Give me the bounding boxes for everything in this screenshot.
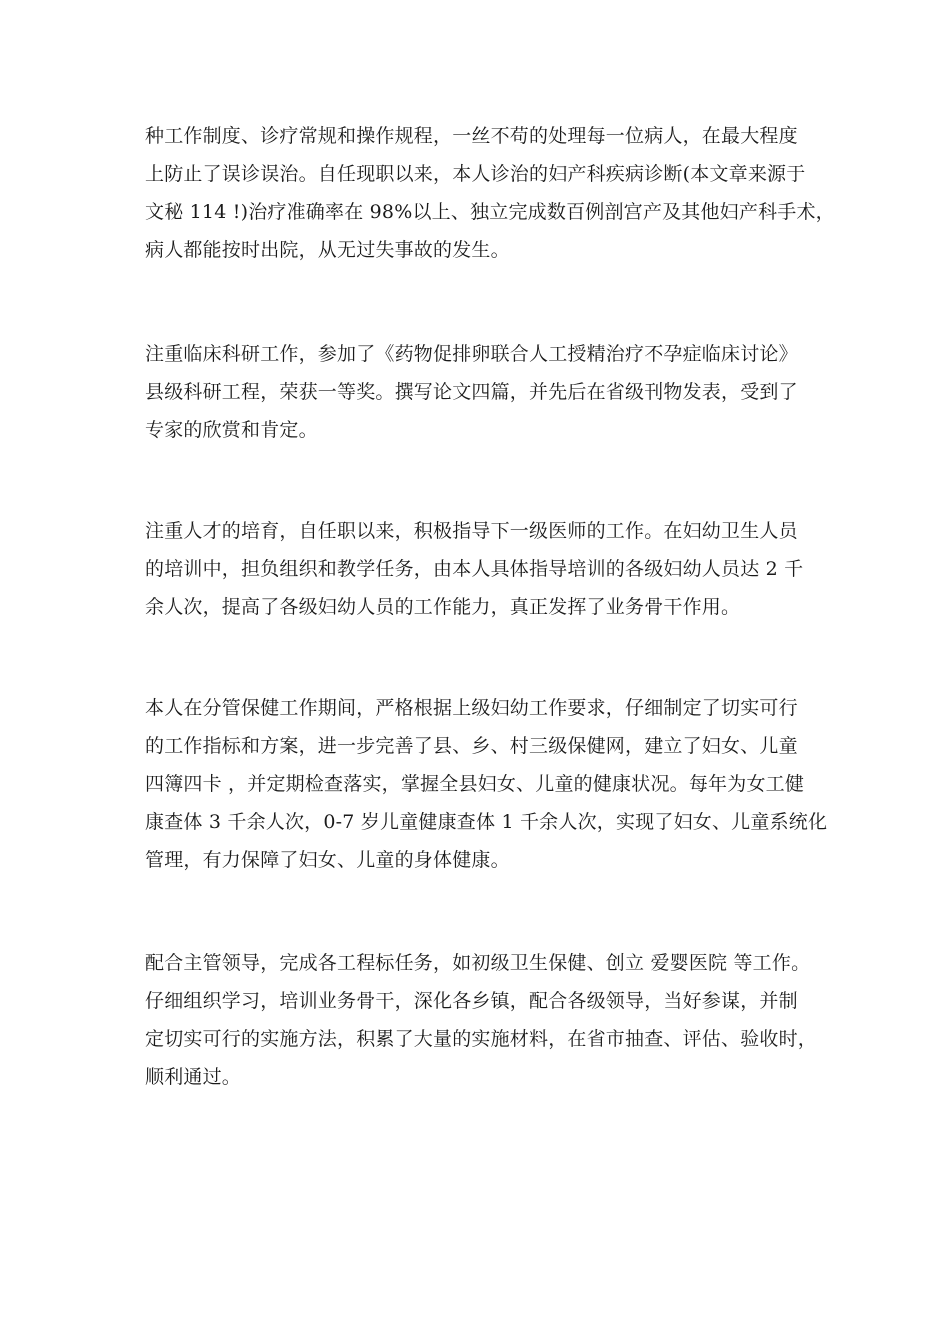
text-line: 的工作指标和方案，进一步完善了县、乡、村三级保健网，建立了妇女、儿童 [145, 735, 798, 757]
text-line: 文秘 114 !)治疗准确率在 98%以上、独立完成数百例剖宫产及其他妇产科手术， [145, 201, 835, 223]
text-line: 定切实可行的实施方法，积累了大量的实施材料，在省市抽查、评估、验收时， [145, 1028, 818, 1050]
text-line: 康查体 3 千余人次，0-7 岁儿童健康查体 1 千余人次，实现了妇女、儿童系统化 [145, 811, 828, 833]
text-line: 本人在分管保健工作期间，严格根据上级妇幼工作要求，仔细制定了切实可行 [145, 697, 798, 719]
text-line: 配合主管领导，完成各工程标任务，如初级卫生保健、创立 爱婴医院 等工作。 [145, 952, 811, 974]
paragraph-clinical-research [145, 335, 835, 449]
text-line: 仔细组织学习，培训业务骨干，深化各乡镇，配合各级领导，当好参谋，并制 [145, 990, 798, 1012]
text-line: 专家的欣赏和肯定。 [145, 419, 318, 441]
paragraph-project-tasks [145, 944, 835, 1096]
paragraph-work-standards [145, 117, 835, 269]
text-line: 管理，有力保障了妇女、儿童的身体健康。 [145, 849, 510, 871]
paragraph-healthcare-management [145, 689, 835, 879]
text-line: 种工作制度、诊疗常规和操作规程，一丝不苟的处理每一位病人，在最大程度 [145, 125, 798, 147]
paragraph-talent-training [145, 512, 835, 626]
text-line: 注重临床科研工作，参加了《药物促排卵联合人工授精治疗不孕症临床讨论》 [145, 343, 798, 365]
text-line: 余人次，提高了各级妇幼人员的工作能力，真正发挥了业务骨干作用。 [145, 596, 741, 618]
text-line: 上防止了误诊误治。自任现职以来，本人诊治的妇产科疾病诊断(本文章来源于 [145, 163, 806, 185]
text-line: 县级科研工程，荣获一等奖。撰写论文四篇，并先后在省级刊物发表，受到了 [145, 381, 798, 403]
text-line: 的培训中，担负组织和教学任务，由本人具体指导培训的各级妇幼人员达 2 千 [145, 558, 804, 580]
text-line: 注重人才的培育，自任职以来，积极指导下一级医师的工作。在妇幼卫生人员 [145, 520, 798, 542]
text-line: 病人都能按时出院，从无过失事故的发生。 [145, 239, 510, 261]
text-line: 顺利通过。 [145, 1066, 242, 1088]
text-line: 四簿四卡 ，并定期检查落实，掌握全县妇女、儿童的健康状况。每年为女工健 [145, 773, 805, 795]
